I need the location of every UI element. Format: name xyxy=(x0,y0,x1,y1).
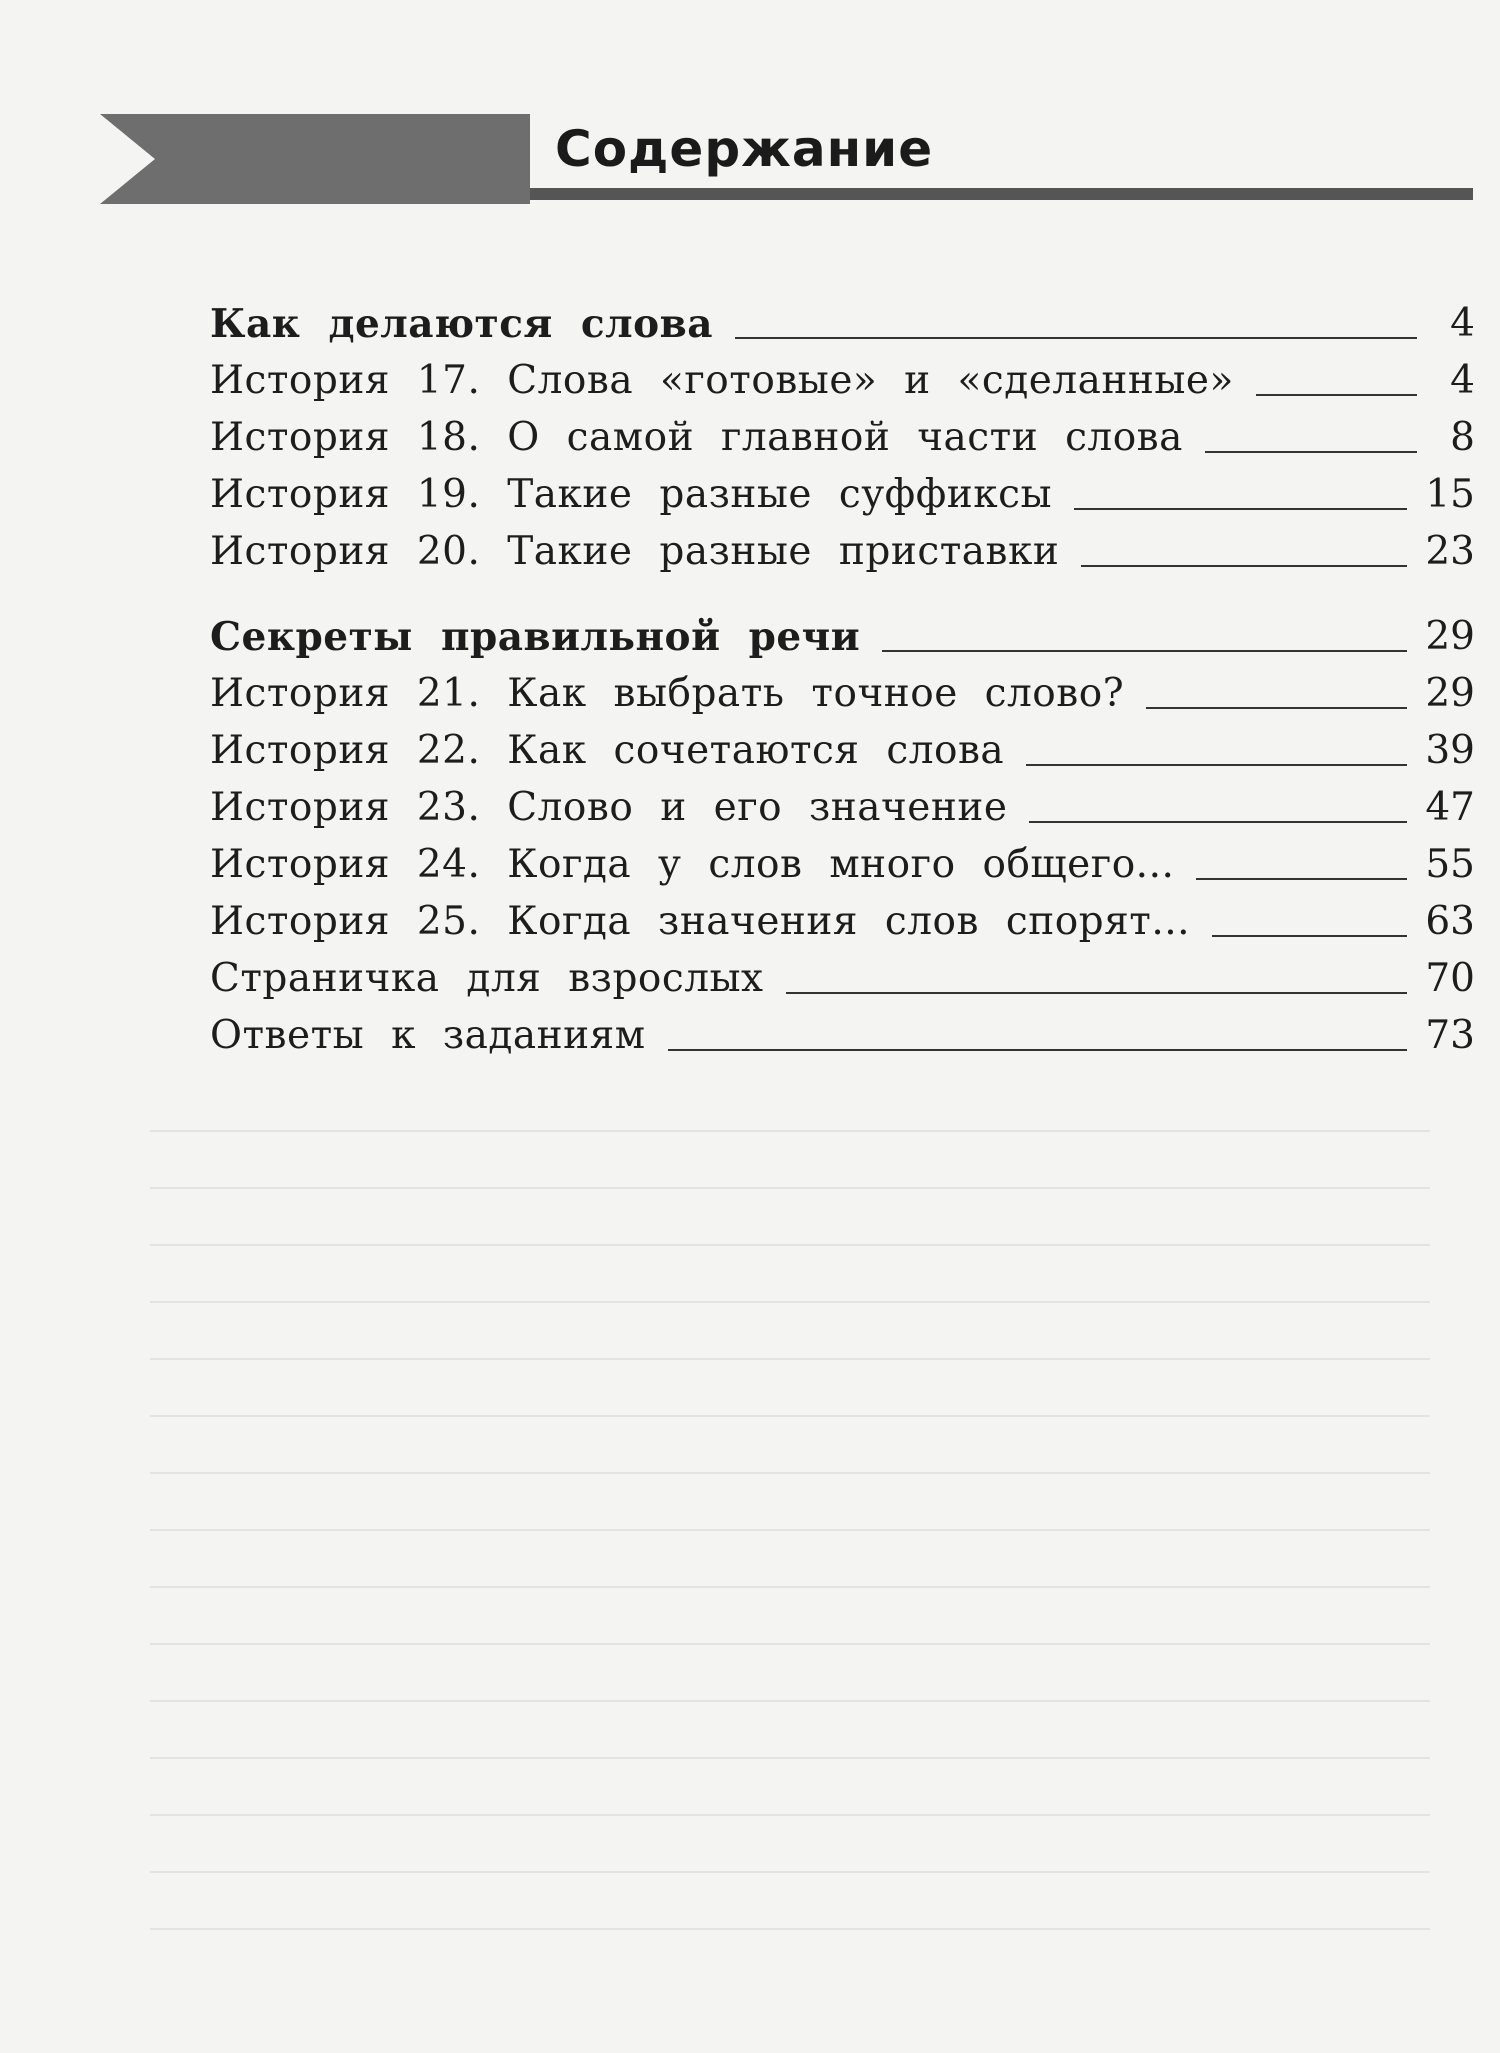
toc-entry-label: История 18. О самой главной части слова xyxy=(210,415,1183,460)
toc-page-number: 70 xyxy=(1425,956,1475,1001)
toc-entry-row[interactable] xyxy=(210,774,1475,831)
toc-entry-row[interactable] xyxy=(210,347,1475,404)
toc-entry-label: История 21. Как выбрать точное слово? xyxy=(210,671,1125,716)
toc-leader-line xyxy=(1196,878,1407,880)
toc-entry-row[interactable] xyxy=(210,461,1475,518)
toc-leader-line xyxy=(882,650,1407,652)
toc-page-number: 47 xyxy=(1425,785,1475,830)
toc-entry-row[interactable] xyxy=(210,717,1475,774)
toc-entry-label: Как делаются слова xyxy=(210,301,713,347)
toc-entry-row[interactable] xyxy=(210,945,1475,1002)
toc-page-number: 15 xyxy=(1425,472,1475,517)
toc-entry-label: История 17. Слова «готовые» и «сделанные» xyxy=(210,358,1234,403)
toc-leader-line xyxy=(668,1049,1408,1051)
toc-leader-line xyxy=(1212,935,1407,937)
toc-entry-label: История 19. Такие разные суффиксы xyxy=(210,472,1052,517)
toc-entry-row[interactable] xyxy=(210,518,1475,575)
toc-entry-label: Ответы к заданиям xyxy=(210,1013,646,1058)
toc-entry-label: Секреты правильной речи xyxy=(210,614,861,660)
toc-page-number: 8 xyxy=(1450,415,1475,460)
toc-entry-row[interactable] xyxy=(210,1002,1475,1059)
toc-entry-label: История 24. Когда у слов много общего... xyxy=(210,842,1175,887)
toc-page-number: 29 xyxy=(1425,614,1475,659)
toc-entry-label: История 22. Как сочетаются слова xyxy=(210,728,1005,773)
toc-leader-line xyxy=(1256,394,1417,396)
toc-entry-row[interactable] xyxy=(210,404,1475,461)
toc-section-row[interactable] xyxy=(210,603,1475,660)
toc-leader-line xyxy=(786,992,1408,994)
page-header xyxy=(100,114,1473,204)
toc-page-number: 4 xyxy=(1450,358,1475,403)
toc-leader-line xyxy=(1029,821,1407,823)
toc-page-number: 4 xyxy=(1450,301,1475,346)
toc-leader-line xyxy=(1081,565,1407,567)
toc-page-number: 39 xyxy=(1425,728,1475,773)
toc-page-number: 29 xyxy=(1425,671,1475,716)
show-through-texture xyxy=(150,1130,1430,1950)
toc-leader-line xyxy=(735,337,1417,339)
toc-entry-label: История 23. Слово и его значение xyxy=(210,785,1008,830)
toc-entry-row[interactable] xyxy=(210,831,1475,888)
toc-page-number: 55 xyxy=(1425,842,1475,887)
toc-entry-row[interactable] xyxy=(210,660,1475,717)
toc-entry-row[interactable] xyxy=(210,888,1475,945)
toc-leader-line xyxy=(1026,764,1407,766)
toc-leader-line xyxy=(1205,451,1417,453)
header-band xyxy=(100,114,530,204)
toc-page-number: 63 xyxy=(1425,899,1475,944)
toc-page-number: 23 xyxy=(1425,529,1475,574)
toc-entry-label: История 25. Когда значения слов спорят... xyxy=(210,899,1191,944)
toc-leader-line xyxy=(1146,707,1407,709)
header-rule xyxy=(530,188,1473,200)
page-title: Содержание xyxy=(555,120,934,178)
toc-entry-label: История 20. Такие разные приставки xyxy=(210,529,1060,574)
toc-entry-label: Страничка для взрослых xyxy=(210,956,764,1001)
toc-section-row[interactable] xyxy=(210,290,1475,347)
toc-leader-line xyxy=(1074,508,1407,510)
table-of-contents xyxy=(210,290,1475,1059)
toc-page-number: 73 xyxy=(1425,1013,1475,1058)
